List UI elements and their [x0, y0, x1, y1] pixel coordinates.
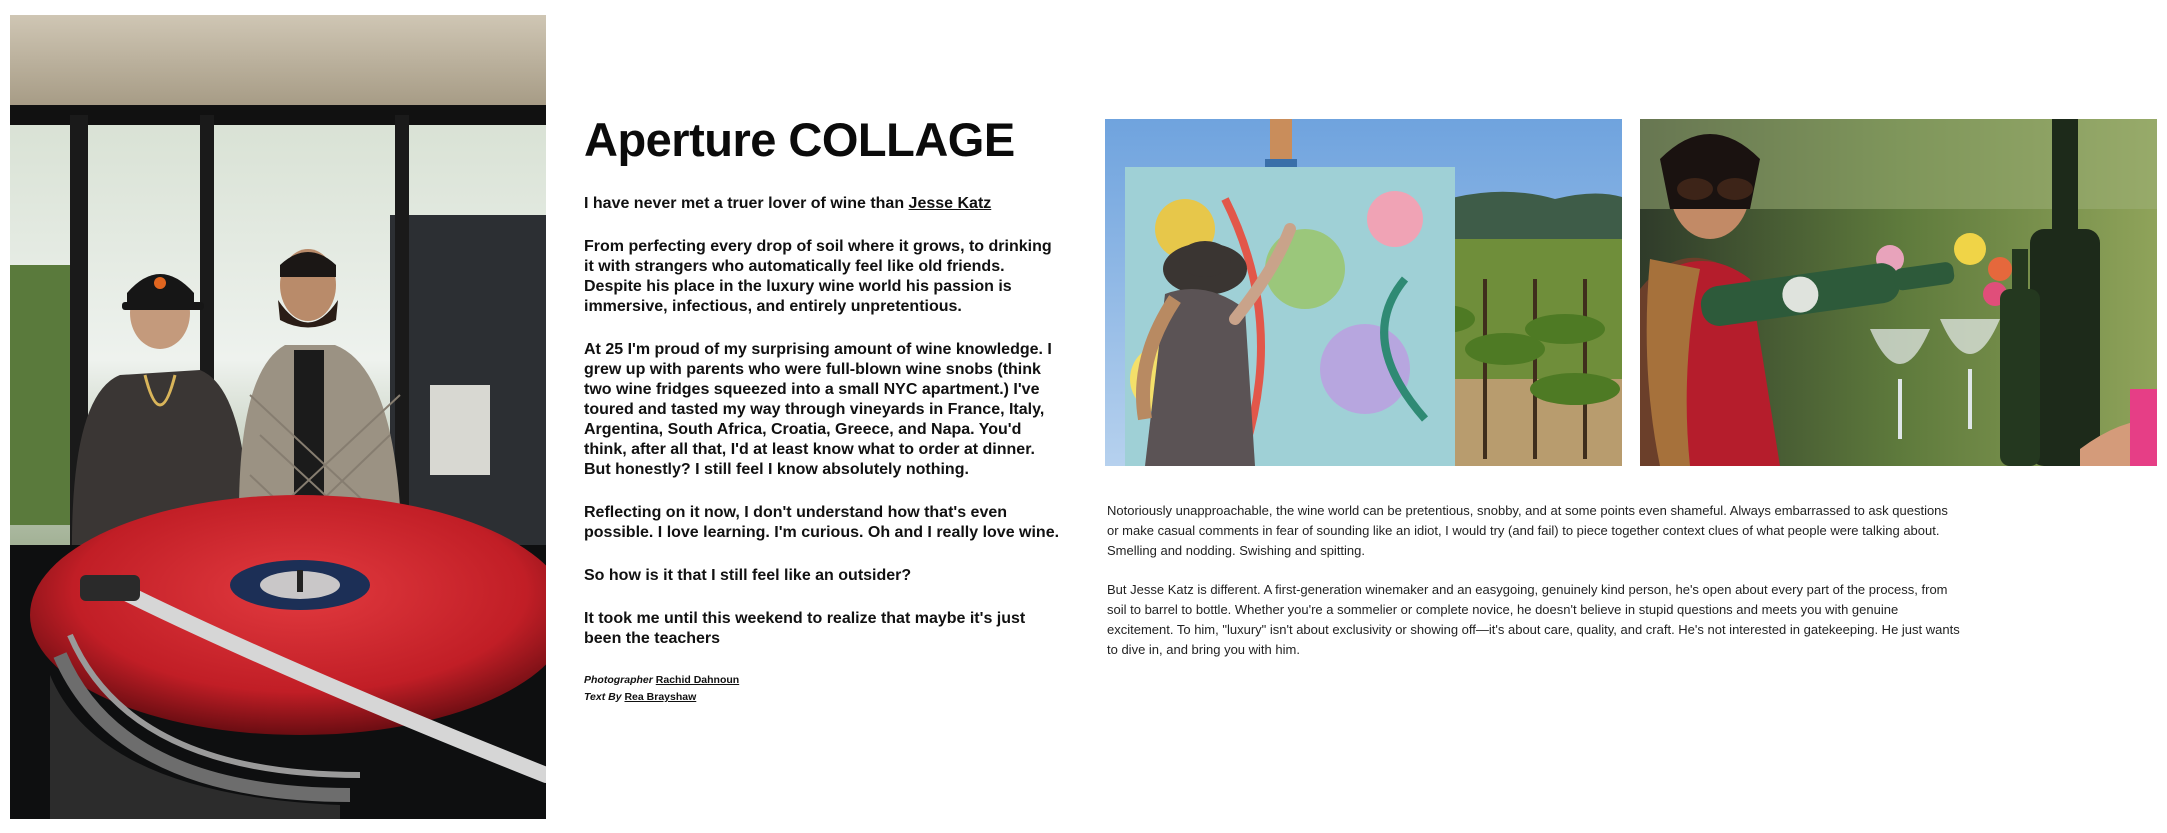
body-paragraph: But Jesse Katz is different. A first-generation winemaker and an easygoing, genuinely kind person, he's open about every part of the process, from soil to barrel to bottle. Whether you're a sommelier or complete novice, he doesn't believe in stupid questions and meets you with genuine excitement. To him, "luxury" isn't about exclusivity or showing off—it's about care, quality, and craft. He's not interested in gatekeeping. He just wants to dive in, and bring you with him. [1107, 582, 1960, 657]
gallery-photo-painting [1105, 119, 1622, 466]
body-text [1107, 501, 1962, 679]
painting-photo-illustration [1105, 119, 1622, 466]
credits [584, 672, 1064, 706]
article-paragraph: From perfecting every drop of soil where it grows, to drinking it with strangers who automatically feel like old friends. Despite his place in the luxury wine world his passion is immersive, infectious, and entirely unpretentious. [584, 238, 1052, 315]
article-paragraph: At 25 I'm proud of my surprising amount of wine knowledge. I grew up with parents who were full-blown wine snobs (think two wine fridges squeezed into a small NYC apartment.) I've toured and tasted my way through vineyards in France, Italy, Argentina, South Africa, Croatia, Greece, and Napa. You'd think, after all that, I'd at least know what to order at dinner. But honestly? I still feel I know absolutely nothing. [584, 341, 1052, 478]
article-title: Aperture COLLAGE [584, 113, 1015, 166]
article-paragraph: So how is it that I still feel like an outsider? [584, 567, 912, 584]
text-by-credit [584, 689, 1064, 706]
text-by-link[interactable]: Rea Brayshaw [624, 691, 697, 703]
gallery-photo-wine-pour [1640, 119, 2157, 466]
photographer-label: Photographer [584, 674, 653, 686]
body-paragraph: Notoriously unapproachable, the wine world can be pretentious, snobby, and at some points even shameful. Always embarrassed to ask questions or make casual comments in fear of sounding like an idiot, I would try (and fail) to piece together context clues of what people were talking about. Smelling and nodding. Swishing and spitting. [1107, 503, 1948, 558]
intro-text: I have never met a truer lover of wine than [584, 195, 909, 212]
hero-photo [10, 15, 546, 819]
wine-pour-photo-illustration [1640, 119, 2157, 466]
jesse-katz-link[interactable]: Jesse Katz [908, 195, 992, 212]
article-column [584, 112, 1064, 706]
hero-photo-illustration [10, 15, 546, 819]
article-paragraph: Reflecting on it now, I don't understand how that's even possible. I love learning. I'm curious. Oh and I really love wine. [584, 504, 1060, 541]
article-paragraph: It took me until this weekend to realize that maybe it's just been the teachers [584, 610, 1026, 647]
text-by-label: Text By [584, 691, 622, 703]
photographer-credit [584, 672, 1064, 689]
photographer-link[interactable]: Rachid Dahnoun [655, 674, 740, 686]
intro-paragraph [584, 194, 1064, 214]
